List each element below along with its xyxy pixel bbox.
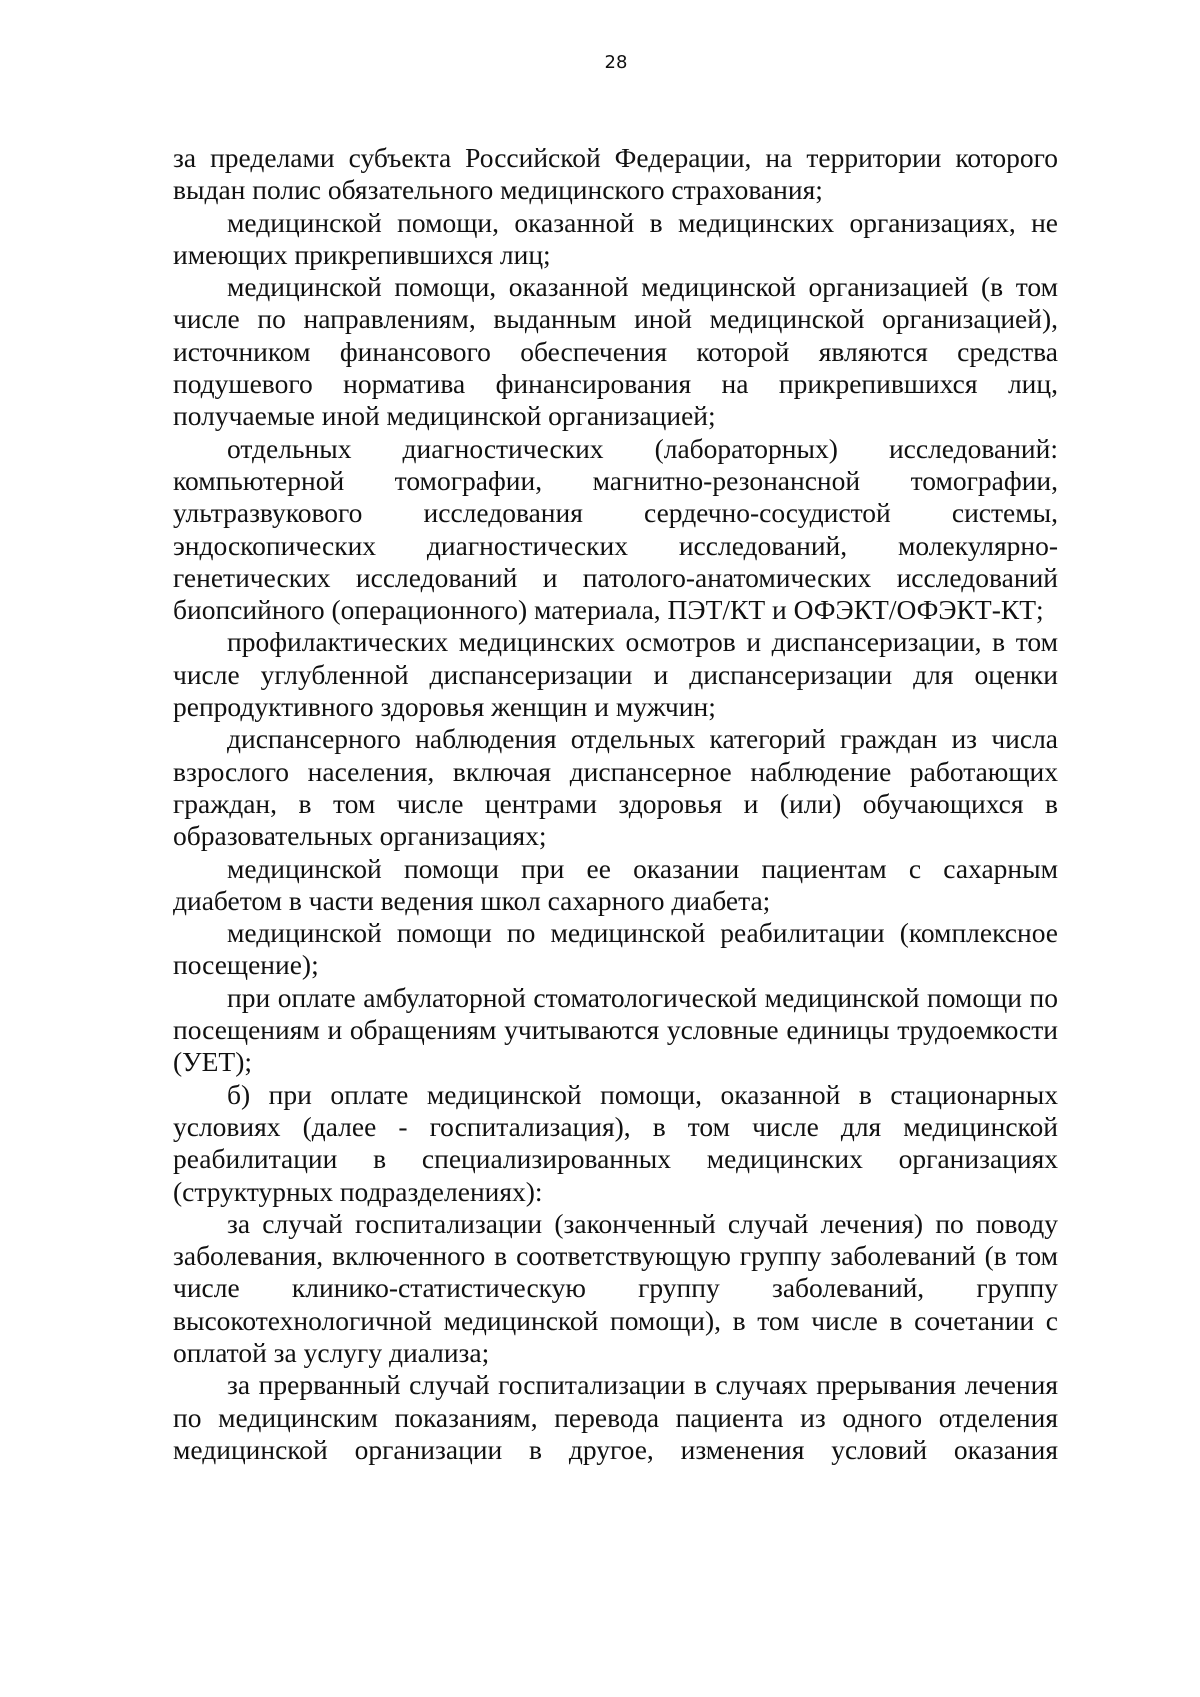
paragraph: медицинской помощи по медицинской реабилитации (комплексное посещение); bbox=[173, 917, 1058, 981]
paragraph: б) при оплате медицинской помощи, оказанной в стационарных условиях (далее - госпитализация), в том числе для медицинской реабилитации в специализированных медицинских организациях (структурных подразделениях): bbox=[173, 1078, 1058, 1207]
paragraph: медицинской помощи при ее оказании пациентам с сахарным диабетом в части ведения школ сахарного диабета; bbox=[173, 852, 1058, 916]
paragraph: отдельных диагностических (лабораторных) исследований: компьютерной томографии, магнитно-резонансной томографии, ультразвукового исследования сердечно-сосудистой системы, эндоскопических диагностических исследований, молекулярно-генетических исследований и патолого-анатомических исследований биопсийного (операционного) материала, ПЭТ/КТ и ОФЭКТ/ОФЭКТ-КТ; bbox=[173, 432, 1058, 626]
paragraph: за прерванный случай госпитализации в случаях прерывания лечения по медицинским показаниям, перевода пациента из одного отделения медицинской организации в другое, изменения условий оказания bbox=[173, 1369, 1058, 1465]
paragraph: медицинской помощи, оказанной медицинской организацией (в том числе по направлениям, выданным иной медицинской организацией), источником финансового обеспечения которой являются средства подушевого норматива финансирования на прикрепившихся лиц, получаемые иной медицинской организацией; bbox=[173, 271, 1058, 432]
page-number: 28 bbox=[604, 52, 628, 73]
paragraph: за случай госпитализации (законченный случай лечения) по поводу заболевания, включенного в соответствующую группу заболеваний (в том числе клинико-статистическую группу заболеваний, группу высокотехнологичной медицинской помощи), в том числе в сочетании с оплатой за услугу диализа; bbox=[173, 1207, 1058, 1368]
paragraph: профилактических медицинских осмотров и диспансеризации, в том числе углубленной диспансеризации и диспансеризации для оценки репродуктивного здоровья женщин и мужчин; bbox=[173, 626, 1058, 723]
paragraph: при оплате амбулаторной стоматологической медицинской помощи по посещениям и обращениям учитываются условные единицы трудоемкости (УЕТ); bbox=[173, 981, 1058, 1078]
paragraph: за пределами субъекта Российской Федерации, на территории которого выдан полис обязательного медицинского страхования; bbox=[173, 142, 1058, 206]
paragraph: диспансерного наблюдения отдельных категорий граждан из числа взрослого населения, включая диспансерное наблюдение работающих граждан, в том числе центрами здоровья и (или) обучающихся в образовательных организациях; bbox=[173, 723, 1058, 852]
document-body bbox=[173, 142, 1058, 1466]
paragraph: медицинской помощи, оказанной в медицинских организациях, не имеющих прикрепившихся лиц; bbox=[173, 206, 1058, 270]
